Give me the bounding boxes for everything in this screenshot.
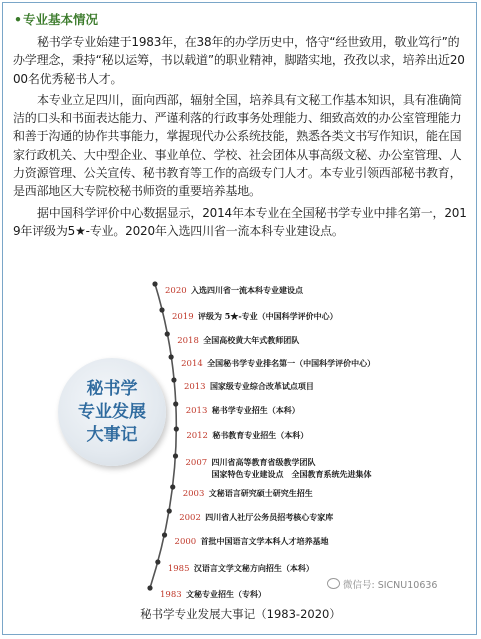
timeline-node bbox=[170, 484, 175, 489]
wechat-icon bbox=[327, 578, 340, 589]
figure-caption: 秘书学专业发展大事记（1983-2020） bbox=[140, 607, 341, 621]
timeline-node bbox=[159, 307, 164, 312]
event-year: 2020 bbox=[165, 286, 187, 296]
paragraph-ranking: 据中国科学评价中心数据显示，2014年本专业在全国秘书学专业中排名第一，2019年评级为5★-专业。2020年入选四川省一流本科专业建设点。 bbox=[13, 205, 467, 238]
event-year: 2002 bbox=[179, 513, 201, 523]
event-year: 2012 bbox=[186, 431, 208, 441]
event-year: 2018 bbox=[177, 336, 199, 346]
timeline-node bbox=[173, 453, 178, 458]
event-text-secondary: 国家特色专业建设点 全国教育系统先进集体 bbox=[211, 469, 372, 479]
timeline-node bbox=[165, 331, 170, 336]
timeline-figure bbox=[0, 262, 481, 612]
event-year: 2013 bbox=[185, 406, 208, 416]
intro-paragraphs bbox=[13, 33, 471, 243]
timeline-node bbox=[171, 377, 176, 382]
event-text: 四川省高等教育省级教学团队 bbox=[211, 457, 316, 467]
section-title bbox=[14, 10, 98, 28]
timeline-event bbox=[186, 423, 308, 442]
circle-title-line-3: 大事记 bbox=[86, 424, 138, 445]
event-year: 2019 bbox=[172, 312, 194, 322]
event-text: 四川省人社厅公务员招考核心专家库 bbox=[205, 512, 334, 522]
timeline-event bbox=[181, 351, 375, 370]
event-text: 全国秘书学专业排名第一（中国科学评价中心） bbox=[207, 358, 376, 368]
section-title-text: 专业基本情况 bbox=[23, 12, 99, 27]
timeline-event bbox=[177, 328, 299, 347]
timeline-node bbox=[162, 532, 167, 537]
event-year: 2014 bbox=[181, 359, 203, 369]
timeline-event bbox=[172, 304, 338, 323]
event-text: 汉语言文学文秘方向招生（本科） bbox=[193, 563, 314, 573]
timeline-event bbox=[165, 278, 303, 297]
event-text: 秘书学专业招生（本科） bbox=[211, 405, 300, 415]
event-year: 2000 bbox=[174, 537, 197, 547]
event-year: 2007 bbox=[185, 458, 208, 468]
timeline-node bbox=[167, 508, 172, 513]
circle-title-line-1: 秘书学 bbox=[86, 378, 138, 399]
timeline-node bbox=[174, 426, 179, 431]
timeline-node bbox=[152, 281, 157, 286]
timeline-event bbox=[168, 556, 314, 575]
timeline-node bbox=[147, 585, 152, 590]
event-text: 国家级专业综合改革试点项目 bbox=[209, 381, 314, 391]
event-year: 2003 bbox=[182, 489, 205, 499]
timeline-event bbox=[184, 374, 314, 393]
wechat-watermark bbox=[327, 577, 437, 591]
event-text: 文秘专业招生（专科） bbox=[186, 589, 266, 599]
event-text: 全国高校黄大年式教师团队 bbox=[203, 335, 300, 345]
bullet-dot-icon: • bbox=[14, 12, 22, 27]
circle-title-line-2: 专业发展 bbox=[78, 401, 146, 422]
event-year: 2013 bbox=[183, 382, 206, 392]
timeline-event bbox=[183, 481, 313, 500]
timeline-event bbox=[186, 450, 372, 480]
timeline-event bbox=[186, 398, 300, 417]
event-text: 首批中国语言文学本科人才培养基地 bbox=[200, 536, 329, 546]
timeline-event bbox=[160, 582, 266, 601]
timeline-node bbox=[155, 559, 160, 564]
event-year: 1985 bbox=[167, 564, 190, 574]
timeline-node bbox=[169, 354, 174, 359]
timeline-event bbox=[175, 529, 329, 548]
timeline-event bbox=[179, 505, 333, 524]
event-year: 1983 bbox=[160, 590, 182, 600]
paragraph-history: 秘书学专业始建于1983年，在38年的办学历史中，恪守“经世致用，敬业笃行”的办学理念，秉持“秘以运筹，书以载道”的职业精神，脚踏实地，孜孜以求，培养出近2000名优秀秘书人才。 bbox=[13, 35, 465, 86]
milestones-circle bbox=[58, 358, 166, 466]
timeline-node bbox=[173, 401, 178, 406]
event-text: 评级为 5★-专业（中国科学评价中心） bbox=[198, 311, 338, 321]
event-text: 秘书教育专业招生（本科） bbox=[212, 430, 309, 440]
watermark-text: 微信号: SICNU10636 bbox=[343, 580, 438, 591]
event-text: 入选四川省一流本科专业建设点 bbox=[191, 285, 303, 295]
event-text: 文秘语言研究硕士研究生招生 bbox=[208, 488, 313, 498]
paragraph-training-goals: 本专业立足四川，面向西部，辐射全国，培养具有文秘工作基本知识，具有准确简洁的口头和书面表达能力、严谨利落的行政事务处理能力、细致高效的办公室管理能力和善于沟通的协作共事能力，掌握现代办公系统技能，熟悉各类文书写作知识，能在国家行政机关、大中型企业、事业单位、学校、社会团体从事高级文秘、办公室管理、人力资源管理、公关宣传、秘书教育等工作的高级专门人才。本专业引领西部秘书教育，是西部地区大专院校秘书师资的重要培养基地。 bbox=[13, 92, 462, 199]
